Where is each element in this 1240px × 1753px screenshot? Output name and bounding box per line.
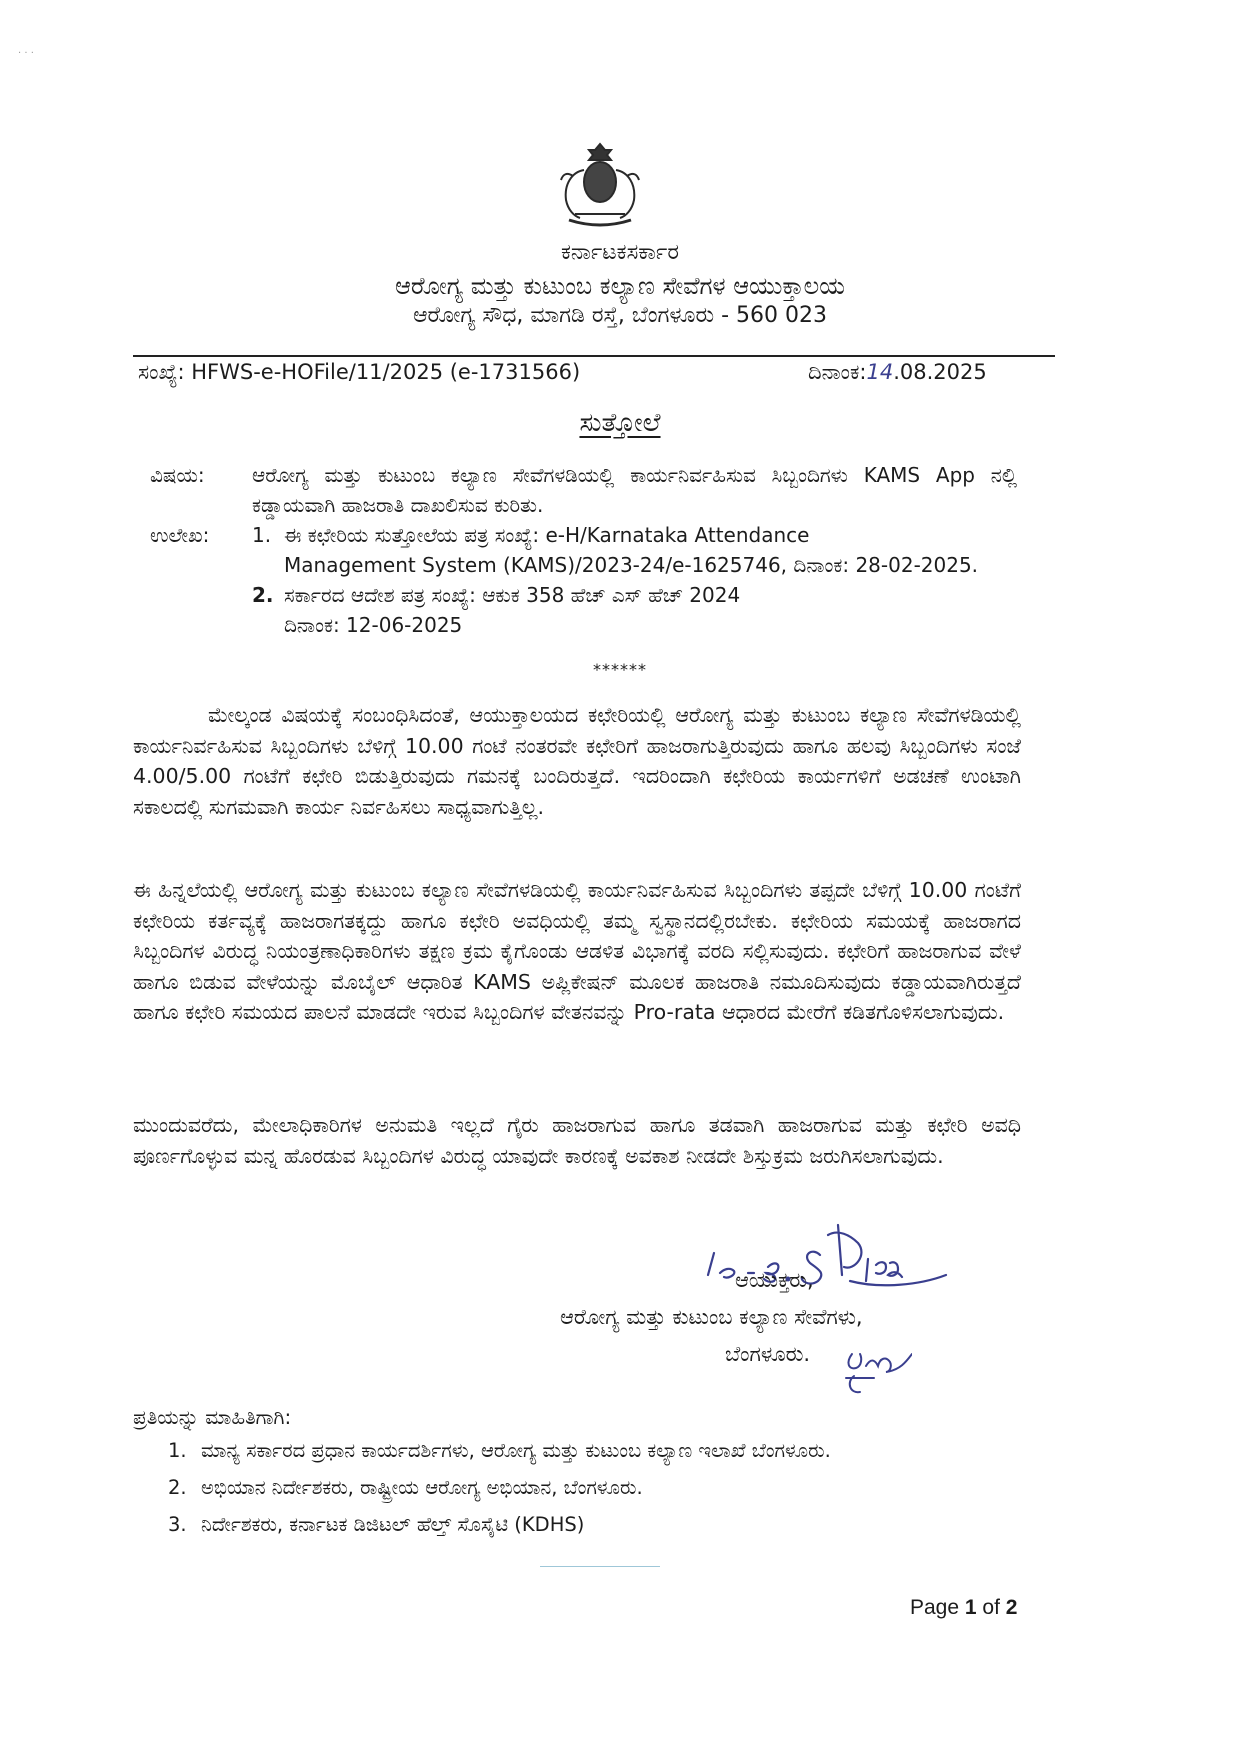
signatory-city: ಬೆಂಗಳೂರು. [725,1342,811,1366]
reference-item [252,520,1020,580]
office-address: ಆರೋಗ್ಯ ಸೌಧ, ಮಾಗಡಿ ರಸ್ತೆ, ಬೆಂಗಳೂರು - 560 023 [413,303,827,328]
state-emblem-icon [555,140,645,230]
page-word: Page [910,1596,960,1619]
reference-item-line1: ಈ ಕಛೇರಿಯ ಸುತ್ತೋಲೆಯ ಪತ್ರ ಸಂಖ್ಯೆ: e-H/Karnataka Attendance [284,523,810,547]
page-current: 1 [964,1596,977,1619]
copy-to-item-number: 2. [168,1476,187,1499]
handwritten-initials [832,1340,912,1400]
page-footer [910,1596,1017,1620]
faint-underline [540,1566,660,1567]
subject-text: ಆರೋಗ್ಯ ಮತ್ತು ಕುಟುಂಬ ಕಲ್ಯಾಣ ಸೇವೆಗಳಡಿಯಲ್ಲಿ ಕಾರ್ಯನಿರ್ವಹಿಸುವ ಸಿಬ್ಬಂದಿಗಳು KAMS App ನಲ್ಲಿ ಕಡ್ಡಾಯವಾಗಿ ಹಾಜರಾತಿ ದಾಖಲಿಸುವ ಕುರಿತು. [252,463,1017,517]
header-divider [133,355,1055,357]
reference-date [808,360,987,385]
copy-to-item [168,1510,1038,1539]
signatory-department: ಆರೋಗ್ಯ ಮತ್ತು ಕುಟುಂಬ ಕಲ್ಯಾಣ ಸೇವೆಗಳು, [560,1305,863,1329]
subject-label: ವಿಷಯ: [150,463,205,487]
body-paragraph-1: ಮೇಲ್ಕಂಡ ವಿಷಯಕ್ಕೆ ಸಂಬಂಧಿಸಿದಂತೆ, ಆಯುಕ್ತಾಲಯದ ಕಛೇರಿಯಲ್ಲಿ ಆರೋಗ್ಯ ಮತ್ತು ಕುಟುಂಬ ಕಲ್ಯಾಣ ಸೇವೆಗಳಡಿಯಲ್ಲಿ ಕಾರ್ಯನಿರ್ವಹಿಸುವ ಸಿಬ್ಬಂದಿಗಳು ಬೆಳಿಗ್ಗೆ 10.00 ಗಂಟೆ ನಂತರವೇ ಕಛೇರಿಗೆ ಹಾಜರಾಗುತ್ತಿರುವುದು ಹಾಗೂ ಹಲವು ಸಿಬ್ಬಂದಿಗಳು ಸಂಜೆ 4.00/5.00 ಗಂಟೆಗೆ ಕಛೇರಿ ಬಿಡುತ್ತಿರುವುದು ಗಮನಕ್ಕೆ ಬಂದಿರುತ್ತದೆ. ಇದರಿಂದಾಗಿ ಕಛೇರಿಯ ಕಾರ್ಯಗಳಿಗೆ ಅಡಚಣೆ ಉಂಟಾಗಿ ಸಕಾಲದಲ್ಲಿ ಸುಗಮವಾಗಿ ಕಾರ್ಯ ನಿರ್ವಹಿಸಲು ಸಾಧ್ಯವಾಗುತ್ತಿಲ್ಲ. [133,703,1021,819]
copy-to-list [168,1436,1038,1547]
department-name: ಆರೋಗ್ಯ ಮತ್ತು ಕುಟುಂಬ ಕಲ್ಯಾಣ ಸೇವೆಗಳ ಆಯುಕ್ತಾಲಯ [395,272,845,300]
body-paragraph-3: ಮುಂದುವರೆದು, ಮೇಲಾಧಿಕಾರಿಗಳ ಅನುಮತಿ ಇಲ್ಲದೆ ಗೈರು ಹಾಜರಾಗುವ ಹಾಗೂ ತಡವಾಗಿ ಹಾಜರಾಗುವ ಮತ್ತು ಕಛೇರಿ ಅವಧಿ ಪೂರ್ಣಗೊಳ್ಳುವ ಮನ್ನ ಹೊರಡುವ ಸಿಬ್ಬಂದಿಗಳ ವಿರುದ್ಧ ಯಾವುದೇ ಕಾರಣಕ್ಕೆ ಅವಕಾಶ ನೀಡದೇ ಶಿಸ್ತುಕ್ರಮ ಜರುಗಿಸಲಾಗುವುದು. [133,1113,1021,1168]
reference-item [252,580,1020,640]
section-separator: ****** [593,660,647,679]
signatory-title: ಆಯುಕ್ತರು, [735,1268,814,1292]
date-day-handwritten: 14 [866,360,894,384]
date-month-year: .08.2025 [893,360,987,384]
page-total: 2 [1005,1596,1018,1619]
reference-item-line2: ದಿನಾಂಕ: 12-06-2025 [284,613,463,637]
reference-number-value: HFWS-e-HOFile/11/2025 (e-1731566) [191,360,581,384]
copy-to-item-text: ಅಭಿಯಾನ ನಿರ್ದೇಶಕರು, ರಾಷ್ಟ್ರೀಯ ಆರೋಗ್ಯ ಅಭಿಯಾನ, ಬೆಂಗಳೂರು. [201,1476,643,1499]
body-paragraph-2: ಈ ಹಿನ್ನಲೆಯಲ್ಲಿ ಆರೋಗ್ಯ ಮತ್ತು ಕುಟುಂಬ ಕಲ್ಯಾಣ ಸೇವೆಗಳಡಿಯಲ್ಲಿ ಕಾರ್ಯನಿರ್ವಹಿಸುವ ಸಿಬ್ಬಂದಿಗಳು ತಪ್ಪದೇ ಬೆಳಿಗ್ಗೆ 10.00 ಗಂಟೆಗೆ ಕಛೇರಿಯ ಕರ್ತವ್ಯಕ್ಕೆ ಹಾಜರಾಗತಕ್ಕದ್ದು ಹಾಗೂ ಕಛೇರಿ ಅವಧಿಯಲ್ಲಿ ತಮ್ಮ ಸ್ವಸ್ಥಾನದಲ್ಲಿರಬೇಕು. ಕಛೇರಿಯ ಸಮಯಕ್ಕೆ ಹಾಜರಾಗದ ಸಿಬ್ಬಂದಿಗಳ ವಿರುದ್ಧ ನಿಯಂತ್ರಣಾಧಿಕಾರಿಗಳು ತಕ್ಷಣ ಕ್ರಮ ಕೈಗೊಂಡು ಆಡಳಿತ ವಿಭಾಗಕ್ಕೆ ವರದಿ ಸಲ್ಲಿಸುವುದು. ಕಛೇರಿಗೆ ಹಾಜರಾಗುವ ವೇಳೆ ಹಾಗೂ ಬಿಡುವ ವೇಳೆಯನ್ನು ಮೊಬೈಲ್ ಆಧಾರಿತ KAMS ಅಪ್ಲಿಕೇಷನ್ ಮೂಲಕ ಹಾಜರಾತಿ ನಮೂದಿಸುವುದು ಕಡ್ಡಾಯವಾಗಿರುತ್ತದೆ ಹಾಗೂ ಕಛೇರಿ ಸಮಯದ ಪಾಲನೆ ಮಾಡದೇ ಇರುವ ಸಿಬ್ಬಂದಿಗಳ ವೇತನವನ್ನು Pro-rata ಆಧಾರದ ಮೇರೆಗೆ ಕಡಿತಗೊಳಿಸಲಾಗುವುದು. [133,878,1021,1024]
date-label: ದಿನಾಂಕ: [808,360,867,384]
copy-to-item-text: ಮಾನ್ಯ ಸರ್ಕಾರದ ಪ್ರಧಾನ ಕಾರ್ಯದರ್ಶಿಗಳು, ಆರೋಗ್ಯ ಮತ್ತು ಕುಟುಂಬ ಕಲ್ಯಾಣ ಇಲಾಖೆ ಬೆಂಗಳೂರು. [201,1439,831,1462]
document-title: ಸುತ್ತೋಲೆ [579,408,661,438]
reference-item-line1: ಸರ್ಕಾರದ ಆದೇಶ ಪತ್ರ ಸಂಖ್ಯೆ: ಆಕುಕ 358 ಹೆಚ್ ಎಸ್ ಹೆಚ್ 2024 [284,583,741,607]
scan-mark: · · · [18,48,34,59]
reference-item-line2: Management System (KAMS)/2023-24/e-1625746, ದಿನಾಂಕ: 28-02-2025. [284,553,979,577]
copy-to-item-number: 3. [168,1513,187,1536]
government-name: ಕರ್ನಾಟಕಸರ್ಕಾರ [561,240,679,265]
reference-number [138,360,580,385]
copy-to-label: ಪ್ರತಿಯನ್ನು ಮಾಹಿತಿಗಾಗಿ: [133,1405,292,1429]
references-label: ಉಲೇಖ: [150,523,210,547]
page-of-word: of [982,1596,1000,1619]
reference-item-number: 1. [252,523,272,547]
reference-number-label: ಸಂಖ್ಯೆ: [138,360,185,384]
copy-to-item-number: 1. [168,1439,187,1462]
reference-item-number: 2. [252,583,274,607]
copy-to-item [168,1436,1038,1465]
copy-to-item [168,1473,1038,1502]
copy-to-item-text: ನಿರ್ದೇಶಕರು, ಕರ್ನಾಟಕ ಡಿಜಿಟಲ್ ಹೆಲ್ತ್ ಸೊಸೈಟಿ (KDHS) [201,1513,585,1536]
